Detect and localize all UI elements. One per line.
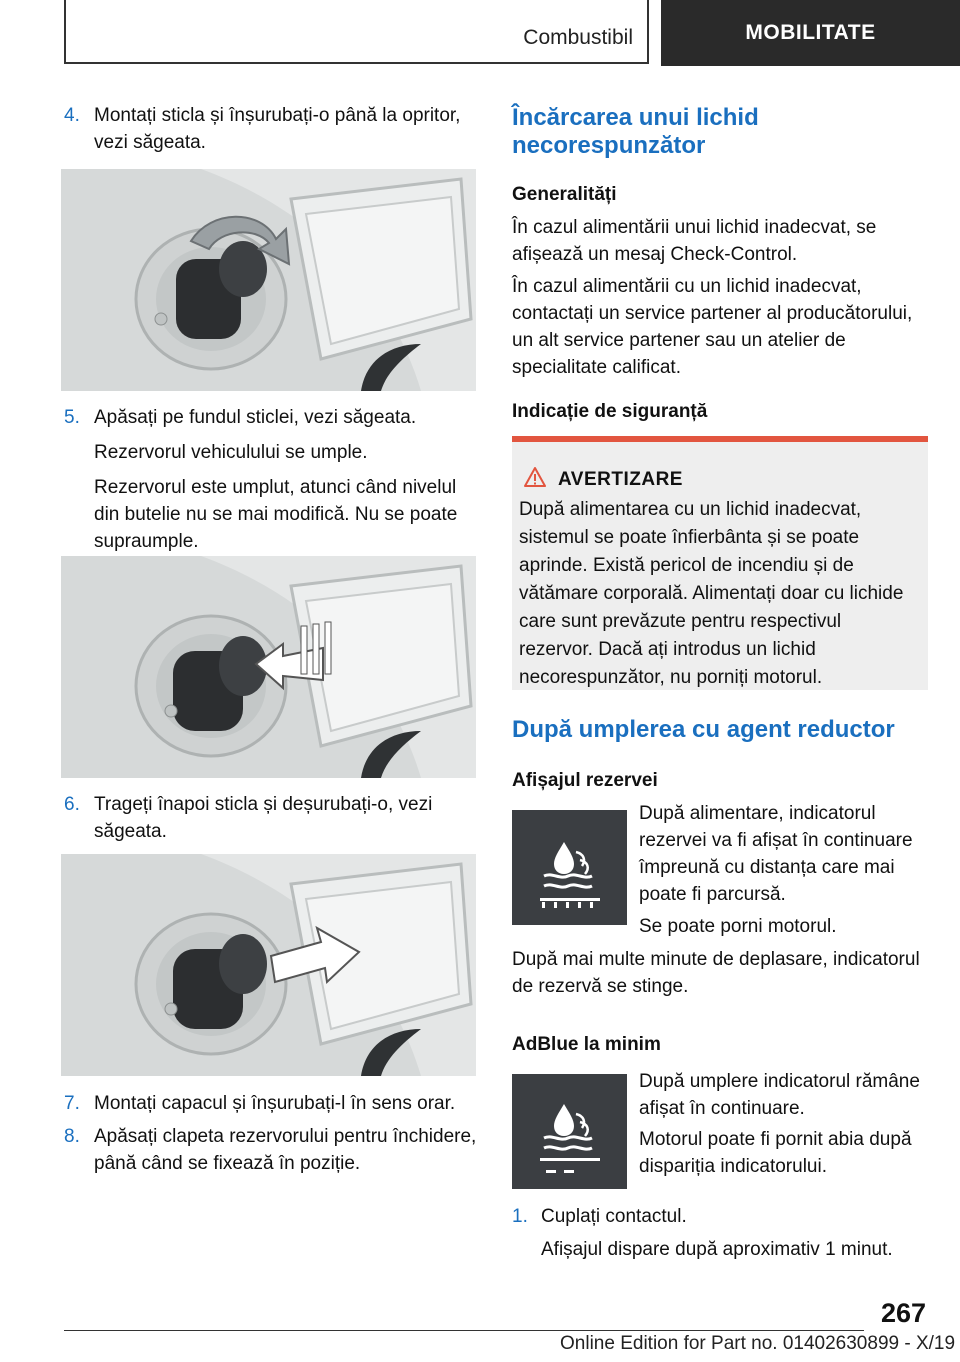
- subheading-general: Generalități: [512, 184, 617, 205]
- step-paragraph: Rezervorul vehiculului se umple.: [94, 442, 368, 463]
- reserve-paragraph-2: Se poate porni motorul.: [639, 916, 837, 937]
- illustration-screw-bottle: [61, 169, 476, 391]
- step-number: 7.: [64, 1093, 80, 1114]
- subheading-adblue-min: AdBlue la minim: [512, 1034, 661, 1055]
- warning-text: După alimentarea cu un lichid inadecvat, sistemul se poate înfierbânta și se poate aprinde. Există pericol de incendiu și de vătămare corporală. Alimentați doar cu lichide care sunt prevăzute pentru respectivul rezervor. Dacă ați introdus un lichid necorespunzător, nu porniți motorul.: [519, 499, 904, 688]
- reserve-paragraph-1: După alimentare, indicatorul rezervei va fi afișat în continuare împreună cu distanța care mai poate fi parcursă.: [639, 803, 913, 905]
- step-6: [64, 791, 484, 845]
- step-4: [64, 102, 484, 156]
- footer-divider: [64, 1330, 864, 1331]
- step-7: [64, 1090, 484, 1117]
- step-8: [64, 1123, 484, 1177]
- illustration-press-bottle: [61, 556, 476, 778]
- step-text: Trageți înapoi sticla și deșurubați-o, vezi săgeata.: [94, 794, 433, 842]
- warning-title: AVERTIZARE: [558, 469, 683, 490]
- step-5: [64, 404, 484, 555]
- section-title: Combustibil: [523, 26, 633, 49]
- step-paragraph: Rezervorul este umplut, atunci când nivelul din butelie nu se mai modifică. Nu se poate supraumple.: [94, 477, 458, 552]
- step-text: Apăsați pe fundul sticlei, vezi săgeata.: [94, 407, 417, 428]
- reserve-indicator-icon: [512, 810, 627, 925]
- subheading-safety: Indicație de siguranță: [512, 401, 708, 422]
- footer-edition: Online Edition for Part no. 01402630899 - X/19: [560, 1333, 956, 1354]
- step-number: 1.: [512, 1206, 528, 1227]
- adblue-paragraph-1: După umplere indicatorul rămâne afișat în continuare.: [639, 1071, 920, 1119]
- step-text: Apăsați clapeta rezervorului pentru închidere, până când se fixează în poziție.: [94, 1126, 477, 1174]
- step-text: Montați capacul și înșurubați-l în sens orar.: [94, 1093, 456, 1114]
- adblue-min-indicator-icon: [512, 1074, 627, 1189]
- header-section-box: [64, 0, 649, 64]
- step-1: [512, 1203, 930, 1263]
- reserve-paragraph-3: După mai multe minute de deplasare, indicatorul de rezervă se stinge.: [512, 949, 920, 997]
- adblue-paragraph-2: Motorul poate fi pornit abia după dispariția indicatorului.: [639, 1129, 912, 1177]
- step-number: 4.: [64, 105, 80, 126]
- warning-box: [512, 436, 928, 690]
- illustration-unscrew-bottle: [61, 854, 476, 1076]
- subheading-reserve: Afișajul rezervei: [512, 770, 658, 791]
- general-paragraph-2: În cazul alimentării cu un lichid inadecvat, contactați un service partener al producătorului, un alt service partener sau un atelier de specialitate calificat.: [512, 276, 913, 378]
- heading-wrong-liquid: Încărcarea unui lichid necorespunzător: [512, 104, 759, 159]
- step-number: 5.: [64, 407, 80, 428]
- heading-after-refill: După umplerea cu agent reductor: [512, 716, 895, 743]
- step-number: 8.: [64, 1126, 80, 1147]
- step-text: Cuplați contactul.: [541, 1206, 687, 1227]
- step-number: 6.: [64, 794, 80, 815]
- step-text: Montați sticla și înșurubați-o până la opritor, vezi săgeata.: [94, 105, 461, 153]
- general-paragraph-1: În cazul alimentării unui lichid inadecvat, se afișează un mesaj Check-Control.: [512, 217, 877, 265]
- page-number: 267: [880, 1298, 926, 1328]
- step-paragraph: Afișajul dispare după aproximativ 1 minut.: [541, 1239, 893, 1260]
- chapter-tab: MOBILITATE: [661, 0, 960, 66]
- warning-triangle-icon: [524, 466, 546, 488]
